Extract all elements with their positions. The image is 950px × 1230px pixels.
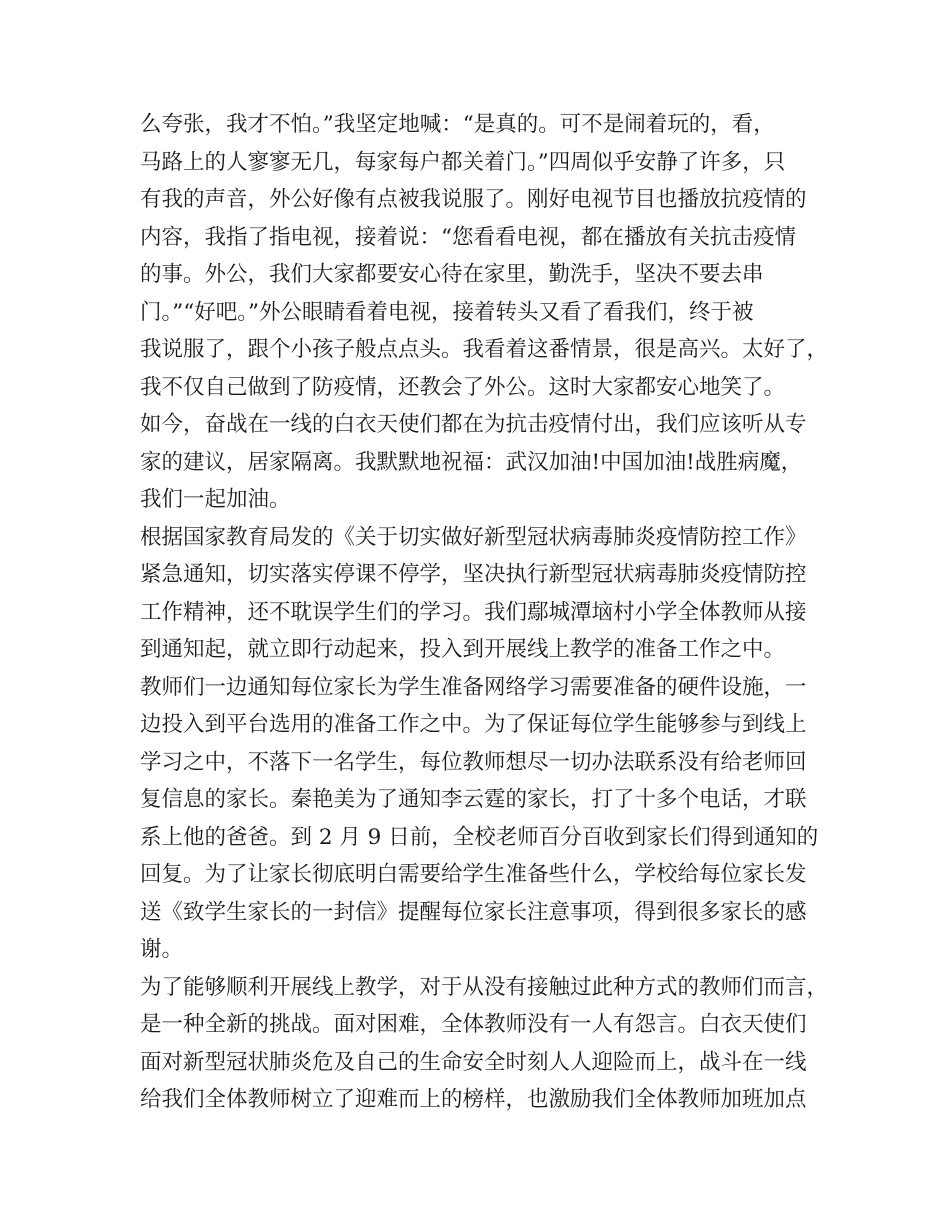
text-line: 马路上的人寥寥无几，每家每户都关着门。”四周似乎安静了许多，只 [140, 149, 786, 175]
text-line: 根据国家教育局发的《关于切实做好新型冠状病毒肺炎疫情防控工作》 [140, 524, 807, 550]
document-body [140, 106, 830, 1119]
text-line: 我说服了，跟个小孩子般点点头。我看着这番情景，很是高兴。太好了， [140, 337, 829, 362]
text-line: 到通知起，就立即行动起来，投入到开展线上教学的准备工作之中。 [140, 637, 786, 662]
text-line: 门。”“好吧。”外公眼睛看着电视，接着转头又看了看我们，终于被 [140, 299, 754, 325]
text-line: 我们一起加油。 [140, 487, 291, 512]
text-line: 为了能够顺利开展线上教学，对于从没有接触过此种方式的教师们而言， [140, 974, 829, 1000]
text-line: 系上他的爸爸。到 2 月 9 日前，全校老师百分百收到家长们得到通知的 [140, 824, 819, 850]
text-line: 如今，奋战在一线的白衣天使们都在为抗击疫情付出，我们应该听从专 [140, 412, 807, 437]
text-line: 工作精神，还不耽误学生们的学习。我们鄢城潭垴村小学全体教师从接 [140, 599, 807, 625]
text-line: 我不仅自己做到了防疫情，还教会了外公。这时大家都安心地笑了。 [140, 374, 786, 400]
text-line: 是一种全新的挑战。面对困难，全体教师没有一人有怨言。白衣天使们 [140, 1012, 807, 1037]
text-line: 回复。为了让家长彻底明白需要给学生准备些什么，学校给每位家长发 [140, 862, 807, 887]
text-line: 家的建议，居家隔离。我默默地祝福：武汉加油!中国加油!战胜病魔， [140, 449, 803, 475]
text-line: 内容，我指了指电视，接着说：“您看看电视，都在播放有关抗击疫情 [140, 224, 796, 250]
text-line: 边投入到平台选用的准备工作之中。为了保证每位学生能够参与到线上 [140, 712, 807, 737]
text-line: 的事。外公，我们大家都要安心待在家里，勤洗手，坚决不要去串 [140, 262, 764, 287]
text-line: 紧急通知，切实落实停课不停学，坚决执行新型冠状病毒肺炎疫情防控 [140, 562, 807, 587]
text-line: 教师们一边通知每位家长为学生准备网络学习需要准备的硬件设施，一 [140, 674, 807, 700]
text-line: 面对新型冠状肺炎危及自己的生命安全时刻人人迎险而上，战斗在一线 [140, 1049, 807, 1075]
text-line: 给我们全体教师树立了迎难而上的榜样，也激励我们全体教师加班加点 [140, 1087, 807, 1112]
text-line: 么夸张，我才不怕。”我坚定地喊：“是真的。可不是闹着玩的，看， [140, 112, 775, 137]
text-line: 复信息的家长。秦艳美为了通知李云霆的家长，打了十多个电话，才联 [140, 787, 807, 812]
text-line: 学习之中，不落下一名学生，每位教师想尽一切办法联系没有给老师回 [140, 749, 807, 775]
text-line: 有我的声音，外公好像有点被我说服了。刚好电视节目也播放抗疫情的 [140, 187, 807, 212]
text-line: 送《致学生家长的一封信》提醒每位家长注意事项，得到很多家长的感 [140, 899, 807, 925]
text-line: 谢。 [140, 937, 184, 962]
